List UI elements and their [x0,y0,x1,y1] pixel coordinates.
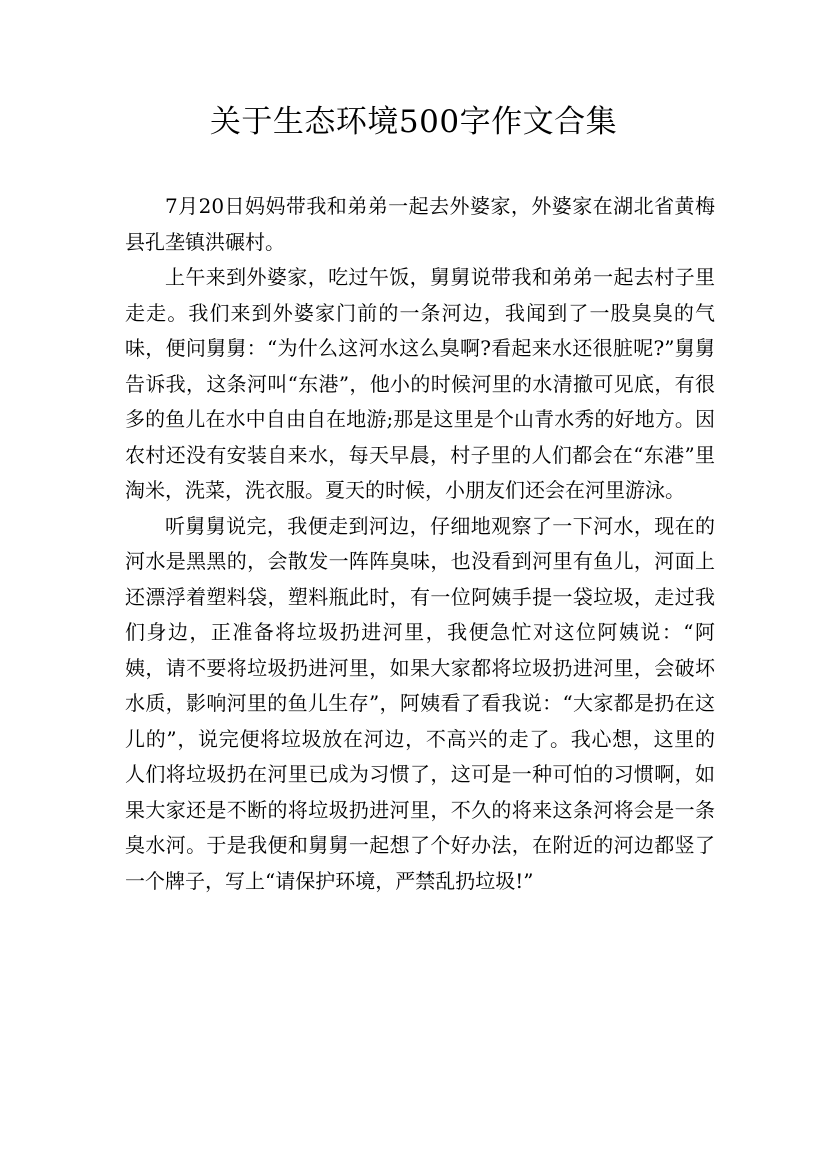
document-title: 关于生态环境500字作文合集 [209,104,618,140]
paragraph-2: 上午来到外婆家，吃过午饭，舅舅说带我和弟弟一起去村子里走走。我们来到外婆家门前的一条河边，我闻到了一股臭臭的气味，便问舅舅：“为什么这河水这么臭啊?看起来水还很脏呢?”舅舅告诉我，这条河叫“东港”，他小的时候河里的水清撤可见底，有很多的鱼儿在水中自由自在地游;那是这里是个山青水秀的好地方。因农村还没有安装自来水，每天早晨，村子里的人们都会在“东港”里淘米，洗菜，洗衣服。夏天的时候，小朋友们还会在河里游泳。 [125,265,715,502]
paragraph-3: 听舅舅说完，我便走到河边，仔细地观察了一下河水，现在的河水是黑黑的，会散发一阵阵臭味，也没看到河里有鱼儿，河面上还漂浮着塑料袋，塑料瓶此时，有一位阿姨手提一袋垃圾，走过我们身边，正准备将垃圾扔进河里，我便急忙对这位阿姨说：“阿姨，请不要将垃圾扔进河里，如果大家都将垃圾扔进河里，会破坏水质，影响河里的鱼儿生存”，阿姨看了看我说：“大家都是扔在这儿的”，说完便将垃圾放在河边，不高兴的走了。我心想，这里的人们将垃圾扔在河里已成为习惯了，这可是一种可怕的习惯啊，如果大家还是不断的将垃圾扔进河里，不久的将来这条河将会是一条臭水河。于是我便和舅舅一起想了个好办法，在附近的河边都竖了一个牌子，写上“请保护环境，严禁乱扔垃圾!” [125,513,715,893]
paragraph-1: 7月20日妈妈带我和弟弟一起去外婆家，外婆家在湖北省黄梅县孔垄镇洪碾村。 [125,194,715,254]
document-body [125,189,715,899]
